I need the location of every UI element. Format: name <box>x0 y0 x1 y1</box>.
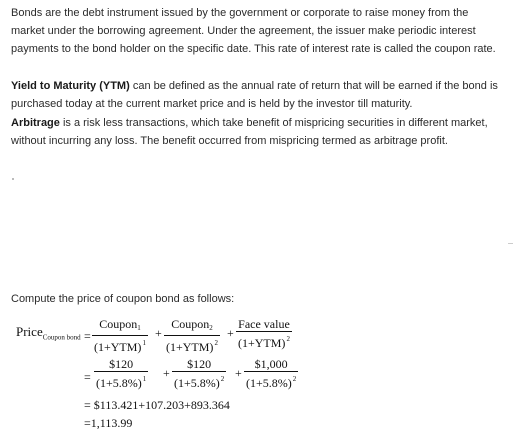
ytm-term: Yield to Maturity (YTM) <box>11 80 130 92</box>
numerator: Coupon$_1$ <box>99 317 141 332</box>
computation-intro: Compute the price of coupon bond as follows: <box>11 293 235 305</box>
bonds-text: Bonds are the debt instrument issued by the government or corporate to raise money from the market under the borrowing agreement. Under the agreement, the issuer make periodic interest payments to the bond holder on the specific date. This rate of interest rate is called the coupon rate. <box>11 7 496 55</box>
stray-dot <box>12 178 14 180</box>
denominator: $(1+5.8\%)^1$ <box>96 375 147 390</box>
denominator: $(1+YTM)^2$ <box>166 339 218 354</box>
denominator: $(1+5.8\%)^2$ <box>246 375 297 390</box>
fraction-face-value <box>236 318 292 350</box>
numerator: Coupon$_2$ <box>171 317 213 332</box>
price-label <box>16 324 81 342</box>
fraction-value1 <box>94 358 148 390</box>
price-subscript: Coupon bond <box>42 333 81 342</box>
denominator: $(1+YTM)^1$ <box>94 339 146 354</box>
numerator: $1,000 <box>254 357 288 371</box>
fraction-value2 <box>172 358 226 390</box>
sum-line: = $113.421+107.203+893.364 <box>84 398 230 412</box>
numerator: $120 <box>187 357 212 371</box>
equals-sign: = <box>84 370 91 384</box>
result-line: =1,113.99 <box>84 416 133 430</box>
plus-sign: + <box>155 326 162 340</box>
edge-marker <box>508 243 513 244</box>
denominator: $(1+YTM)^2$ <box>238 335 290 350</box>
numerator: $120 <box>109 357 134 371</box>
denominator: $(1+5.8\%)^2$ <box>174 375 225 390</box>
plus-sign: + <box>227 326 234 340</box>
arbitrage-paragraph <box>11 114 505 150</box>
plus-sign: + <box>163 366 170 380</box>
numerator: Face value <box>238 317 290 331</box>
price-word: Price <box>16 324 43 339</box>
fraction-coupon1 <box>92 318 148 354</box>
fraction-coupon2 <box>164 318 220 354</box>
arbitrage-definition: is a risk less transactions, which take benefit of mispricing securities in different market, without incurring any loss. The benefit occurred from mispricing termed as arbitrage profit. <box>11 117 488 147</box>
equals-sign: = <box>84 329 91 343</box>
ytm-paragraph <box>11 77 505 113</box>
bonds-paragraph <box>11 4 505 58</box>
arbitrage-term: Arbitrage <box>11 117 60 129</box>
plus-sign: + <box>235 366 242 380</box>
ytm-definition: can be defined as the annual rate of return that will be earned if the bond is purchased today at the current market price and is held by the investor till maturity. <box>11 80 498 110</box>
fraction-value3 <box>244 358 298 390</box>
